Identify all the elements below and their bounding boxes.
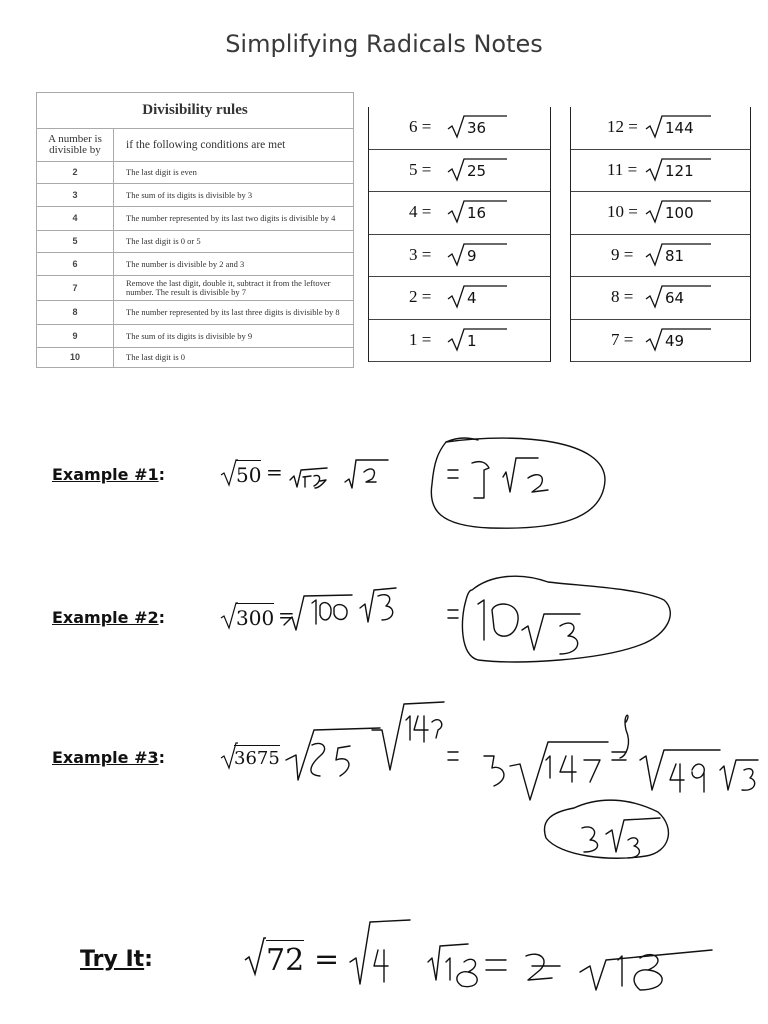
rule-cell: The sum of its digits is divisible by 3 — [114, 184, 354, 207]
rule-cell: The number is divisible by 2 and 3 — [114, 253, 354, 276]
radicand: 72 — [266, 940, 304, 978]
divisor-cell: 4 — [37, 207, 114, 231]
root-value: 12 — [607, 117, 624, 136]
square-value: 1 — [467, 331, 477, 350]
handwriting-example-1 — [290, 438, 605, 528]
handwriting-try-it — [350, 920, 712, 990]
square-value: 64 — [665, 289, 685, 307]
divisor-cell: 8 — [37, 301, 114, 325]
root-value: 9 — [611, 244, 620, 264]
rule-cell: The sum of its digits is divisible by 9 — [114, 325, 354, 348]
square-value: 81 — [665, 246, 685, 265]
square-cell: 11 = 121 — [571, 150, 750, 193]
square-cell: 12 = 144 — [571, 107, 750, 150]
divisor-cell: 3 — [37, 184, 114, 207]
divisibility-caption: Divisibility rules — [37, 93, 354, 129]
divisor-cell: 5 — [37, 231, 114, 253]
square-cell: 4 = 16 — [369, 192, 550, 235]
square-value: 121 — [665, 161, 694, 180]
radicand: 50 — [236, 460, 261, 487]
divisor-cell: 7 — [37, 276, 114, 301]
root-value: 6 — [409, 117, 418, 136]
radicand: 300 — [236, 603, 274, 630]
square-value: 49 — [665, 331, 685, 350]
rule-cell: Remove the last digit, double it, subtract it from the leftover number. The result is divisible by 7 — [114, 276, 354, 301]
divisor-cell: 10 — [37, 348, 114, 368]
root-value: 11 — [607, 159, 624, 179]
root-value: 7 — [611, 329, 620, 349]
square-cell: 5 = 25 — [369, 150, 550, 193]
root-value: 1 — [409, 329, 418, 349]
radicand: 3675 — [234, 745, 280, 769]
rule-cell: The last digit is 0 — [114, 348, 354, 368]
root-value: 3 — [409, 244, 418, 264]
divisor-header: A number is divisible by — [37, 129, 114, 162]
condition-header: if the following conditions are met — [114, 129, 354, 162]
rule-cell: The last digit is even — [114, 162, 354, 184]
example-label-text: Example #3 — [52, 748, 159, 767]
equals-sign: = — [266, 460, 283, 484]
square-cell: 10 = 100 — [571, 192, 750, 235]
square-cell: 8 = 64 — [571, 277, 750, 320]
square-cell: 6 = 36 — [369, 107, 550, 150]
square-cell: 1 = 1 — [369, 320, 550, 363]
equals-sign: = — [278, 603, 295, 627]
rule-cell: The number represented by its last two digits is divisible by 4 — [114, 207, 354, 231]
root-value: 5 — [409, 159, 418, 179]
handwriting-example-3 — [286, 702, 758, 858]
root-value: 2 — [409, 287, 418, 306]
square-value: 144 — [665, 119, 694, 137]
label-colon: : — [144, 947, 153, 972]
square-cell: 9 = 81 — [571, 235, 750, 278]
handwriting-example-2 — [284, 576, 670, 662]
example-label-text: Example #2 — [52, 608, 159, 627]
try-it-text: Try It — [80, 947, 145, 972]
square-value: 16 — [467, 204, 487, 222]
square-cell: 7 = 49 — [571, 320, 750, 363]
root-value: 8 — [611, 287, 620, 306]
square-cell: 3 = 9 — [369, 235, 550, 278]
square-cell: 2 = 4 — [369, 277, 550, 320]
root-value: 10 — [607, 202, 624, 221]
divisor-cell: 6 — [37, 253, 114, 276]
square-value: 100 — [665, 204, 694, 222]
equals-sign: = — [314, 942, 340, 977]
square-value: 25 — [467, 161, 487, 180]
square-value: 4 — [467, 289, 477, 307]
divisor-cell: 2 — [37, 162, 114, 184]
square-value: 9 — [467, 246, 477, 265]
example-label-text: Example #1 — [52, 465, 159, 484]
page-title: Simplifying Radicals Notes — [225, 30, 543, 58]
divisor-cell: 9 — [37, 325, 114, 348]
label-colon: : — [158, 748, 166, 767]
label-colon: : — [158, 608, 166, 627]
square-value: 36 — [467, 119, 487, 137]
rule-cell: The number represented by its last three digits is divisible by 8 — [114, 301, 354, 325]
root-value: 4 — [409, 202, 418, 221]
rule-cell: The last digit is 0 or 5 — [114, 231, 354, 253]
label-colon: : — [158, 465, 166, 484]
